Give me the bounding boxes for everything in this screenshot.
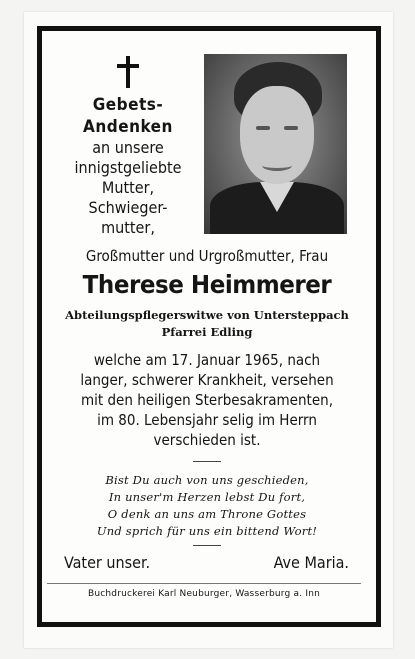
intro-line: mutter,	[101, 218, 155, 237]
body-line: welche am 17. Januar 1965, nach	[93, 351, 321, 369]
intro-line: Mutter,	[101, 178, 155, 197]
prayer-hail-mary: Ave Maria.	[273, 553, 349, 572]
deceased-name: Therese Heimmerer	[82, 270, 332, 299]
parish-line: Pfarrei Edling	[161, 325, 253, 339]
printer-imprint: Buchdruckerei Karl Neuburger, Wasserburg a. Inn	[47, 583, 361, 604]
relations-line: Großmutter und Urgroßmutter, Frau	[85, 247, 329, 265]
intro-line: Gebets-	[92, 95, 164, 115]
intro-line: Schwieger-	[88, 198, 168, 217]
divider	[193, 545, 221, 546]
intro-line: innigstgeliebte	[74, 158, 182, 177]
intro-text	[60, 94, 196, 238]
poem-line: Und sprich für uns ein bittend Wort!	[96, 524, 318, 538]
prayer-our-father: Vater unser.	[64, 553, 151, 572]
cross-icon	[116, 56, 140, 88]
body-line: im 80. Lebensjahr selig im Herrn	[97, 411, 317, 429]
body-line: verschieden ist.	[153, 431, 261, 449]
occupation-line: Abteilungspflegerswitwe von Untersteppach	[65, 308, 349, 322]
divider	[193, 461, 221, 462]
body-line: langer, schwerer Krankheit, versehen	[80, 371, 334, 389]
poem	[60, 472, 354, 540]
intro-line: Andenken	[83, 117, 173, 137]
intro-line: an unsere	[92, 138, 164, 157]
poem-line: In unser'm Herzen lebst Du fort,	[108, 490, 306, 504]
portrait-photo	[204, 54, 347, 234]
body-line: mit den heiligen Sterbesakramenten,	[81, 391, 333, 409]
death-notice-text	[60, 350, 354, 450]
poem-line: O denk an uns am Throne Gottes	[107, 507, 307, 521]
poem-line: Bist Du auch von uns geschieden,	[105, 473, 309, 487]
